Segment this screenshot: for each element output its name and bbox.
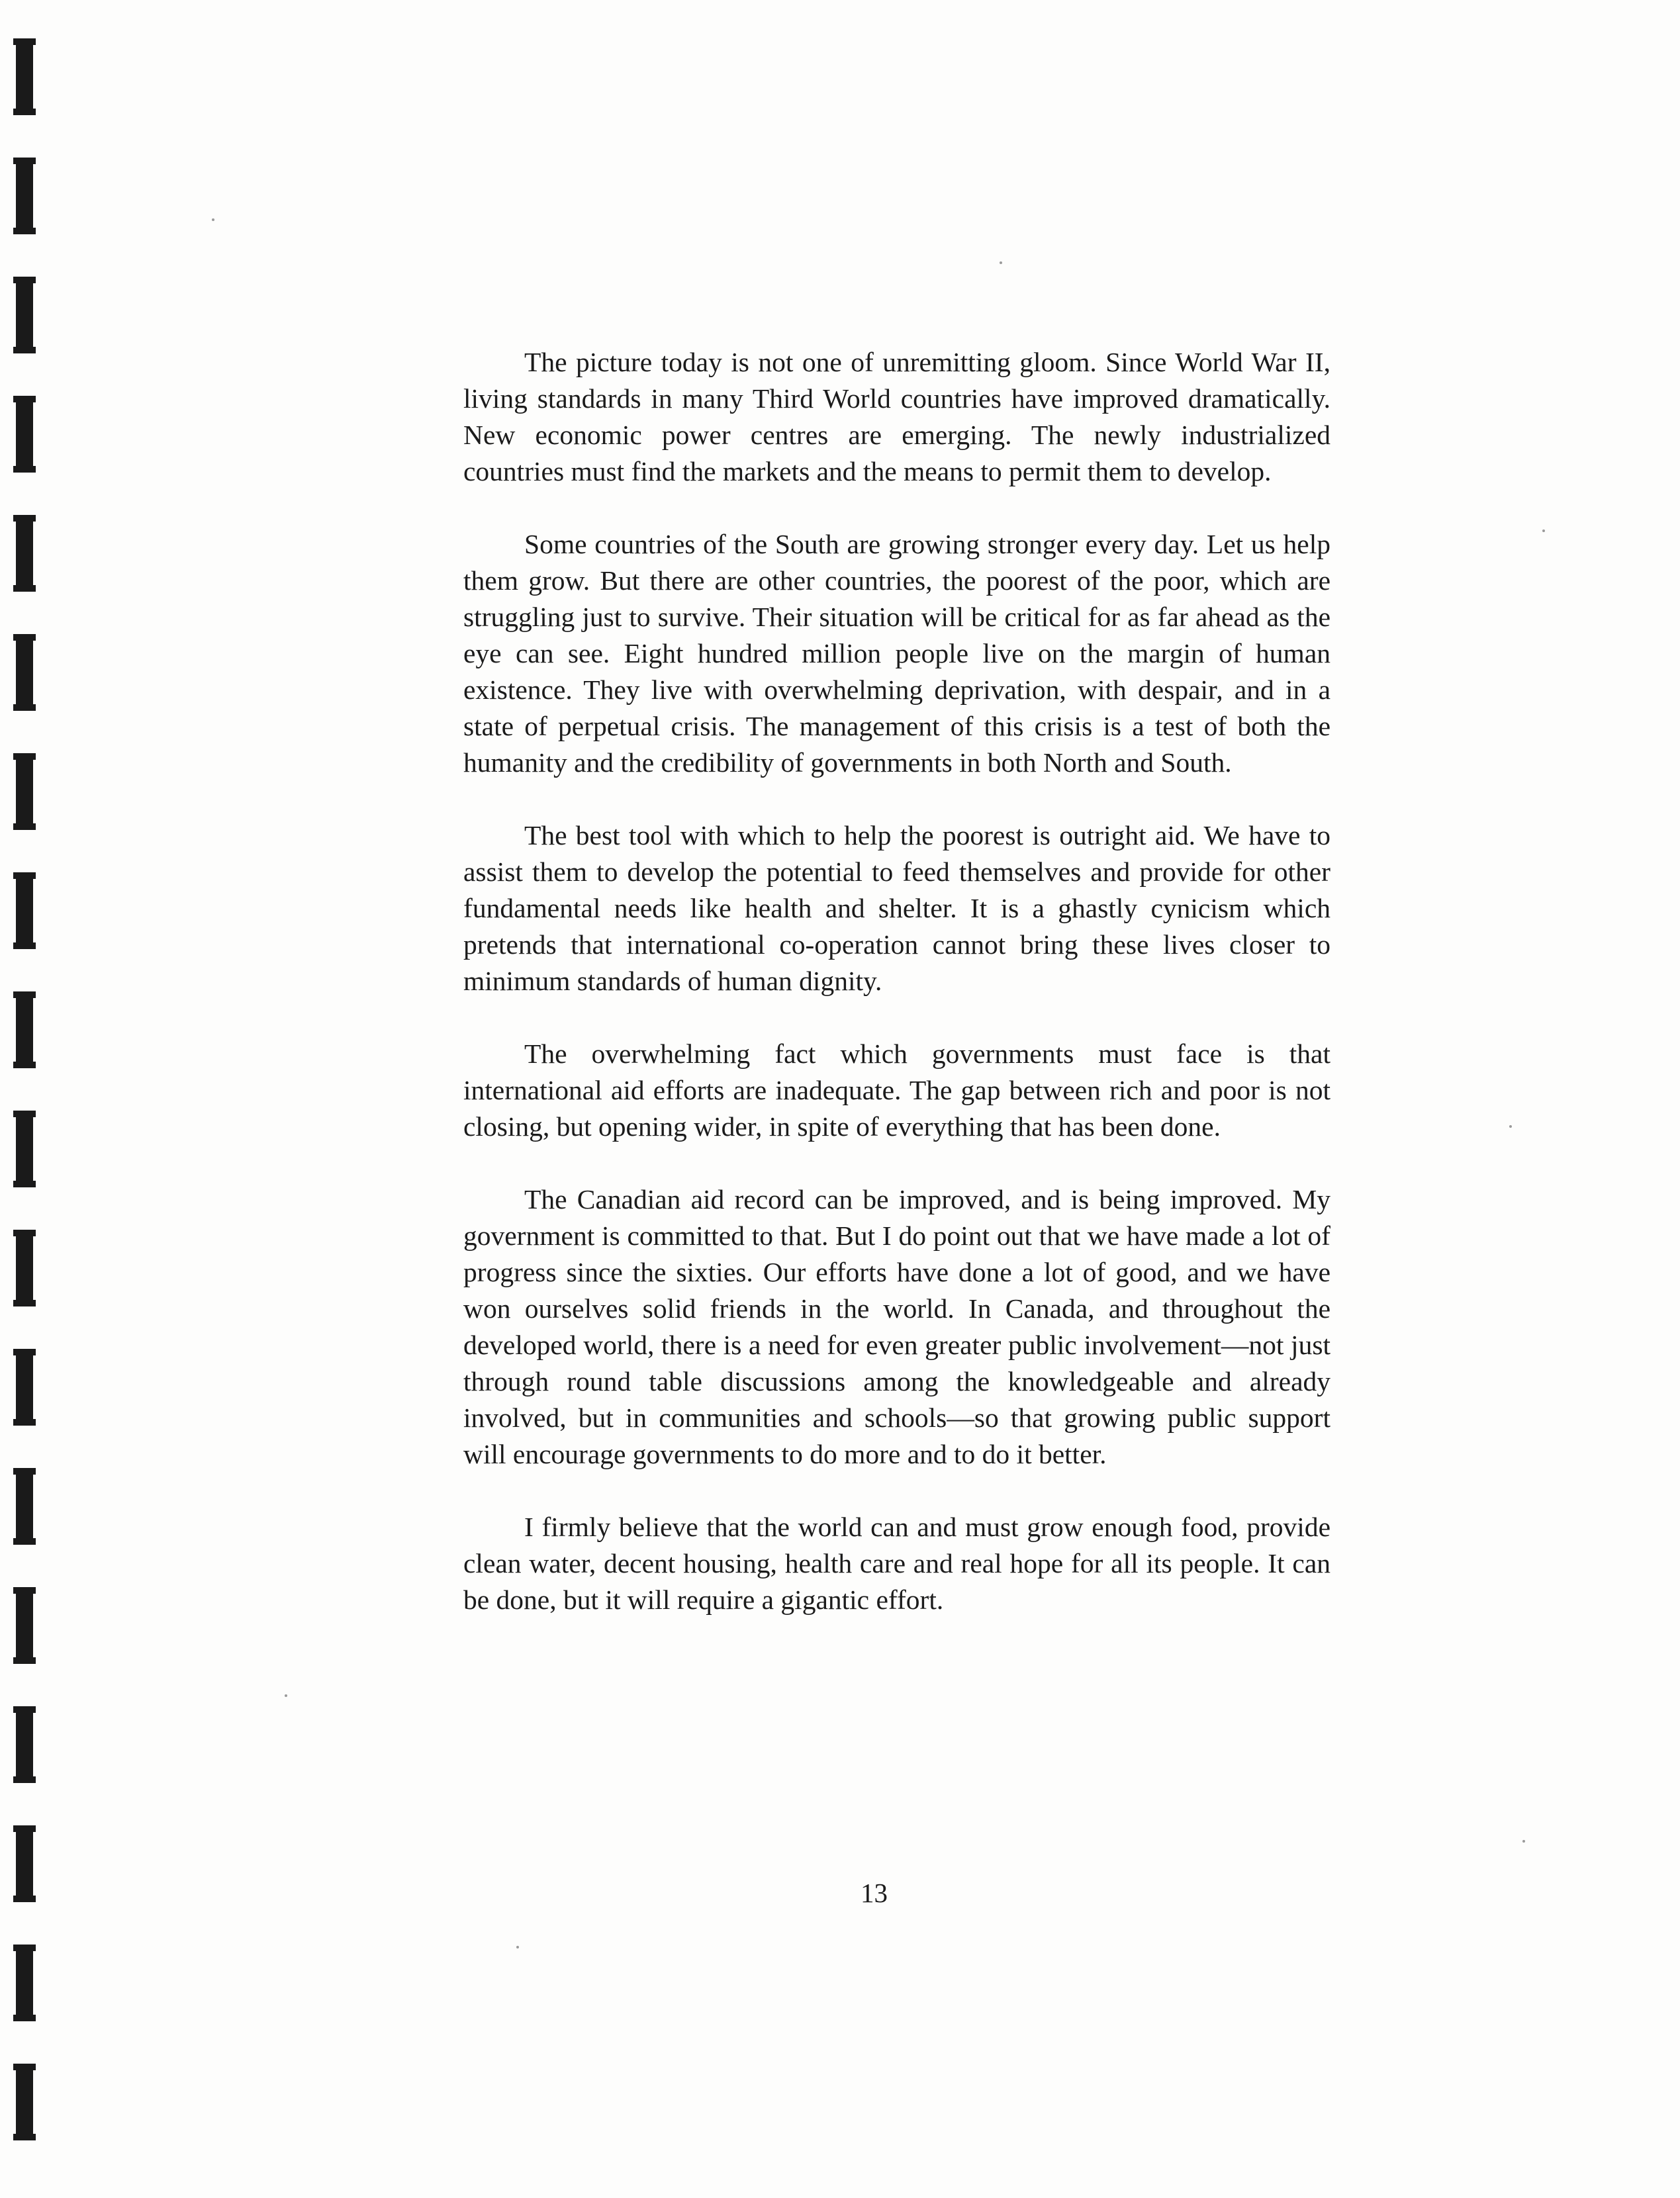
paper-speck [1000,261,1002,264]
paragraph-3: The best tool with which to help the poorest is outright aid. We have to assist them to develop the potential to feed themselves and provide for other fundamental needs like health and shelter. It is a ghastly cynicism which pretends that international co-operation cannot bring these lives closer to minimum standards of human dignity. [463,820,1330,996]
binding-hole [16,1708,33,1782]
binding-hole [16,1231,33,1305]
paragraph-6: I firmly believe that the world can and must grow enough food, provide clean water, decent housing, health care and real hope for all its people. It can be done, but it will require a gigantic effort. [463,1512,1330,1615]
binding-hole [16,159,33,233]
paper-speck [1509,1125,1512,1128]
binding-hole [16,635,33,710]
binding-hole [16,2065,33,2139]
paragraph-2: Some countries of the South are growing stronger every day. Let us help them grow. But there are other countries, the poorest of the poor, which are struggling just to survive. Their situation will be critical for as far ahead as the eye can see. Eight hundred million people live on the margin of human existence. They live with overwhelming deprivation, with despair, and in a state of perpetual crisis. The management of this crisis is a test of both the humanity and the credibility of governments in both North and South. [463,529,1330,778]
binding-hole [16,1946,33,2020]
binding-hole [16,516,33,590]
binding-hole [16,993,33,1067]
binding-hole [16,1827,33,1901]
binding-hole [16,874,33,948]
paper-speck [212,218,214,221]
spiral-binding [16,40,36,2184]
body-text [463,344,1330,1655]
binding-hole [16,755,33,829]
paper-speck [1522,1840,1525,1843]
binding-hole [16,278,33,352]
binding-hole [16,1469,33,1543]
paper-speck [1542,529,1545,532]
paper-speck [516,1946,519,1948]
paragraph-1: The picture today is not one of unremitting gloom. Since World War II, living standards in many Third World countries have improved dramatically. New economic power centres are emerging. The newly industrialized countries must find the markets and the means to permit them to develop. [463,347,1330,486]
paragraph-4: The overwhelming fact which governments must face is that international aid efforts are inadequate. The gap between rich and poor is not closing, but opening wider, in spite of everything that has been done. [463,1038,1330,1142]
paper-speck [285,1694,287,1697]
paragraph-5: The Canadian aid record can be improved, and is being improved. My government is committed to that. But I do point out that we have made a lot of progress since the sixties. Our efforts have done a lot of good, and we have won ourselves solid friends in the world. In Canada, and throughout the developed world, there is a need for even greater public involvement—not just through round table discussions among the knowledgeable and already involved, but in communities and schools—so that growing public support will encourage governments to do more and to do it better. [463,1184,1330,1469]
binding-hole [16,40,33,114]
binding-hole [16,1112,33,1186]
page-number: 13 [861,1878,888,1908]
binding-hole [16,1350,33,1424]
binding-hole [16,1588,33,1663]
binding-hole [16,397,33,471]
